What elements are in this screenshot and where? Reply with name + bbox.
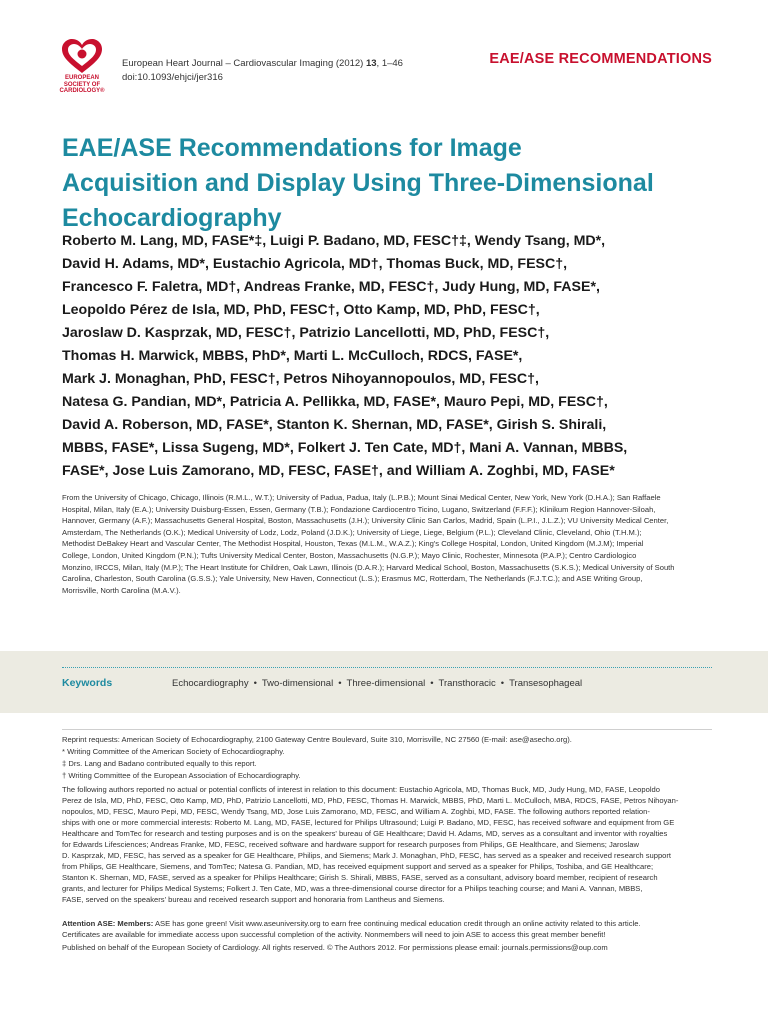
keyword-separator: • [430, 678, 434, 689]
footnote-eae: † Writing Committee of the European Association of Echocardiography. [62, 771, 301, 780]
footnote-ase: * Writing Committee of the American Society of Echocardiography. [62, 747, 285, 756]
author-line: FASE*, Jose Luis Zamorano, MD, FESC, FASE†, and William A. Zoghbi, MD, FASE* [62, 463, 615, 479]
author-line: MBBS, FASE*, Lissa Sugeng, MD*, Folkert J. Ten Cate, MD†, Mani A. Vannan, MBBS, [62, 440, 628, 456]
footnote-divider [62, 729, 712, 730]
dotted-divider [62, 667, 712, 668]
author-line: Mark J. Monaghan, PhD, FESC†, Petros Nihoyannopoulos, MD, FESC†, [62, 371, 539, 387]
keyword-separator: • [253, 678, 257, 689]
keyword: Transthoracic [438, 678, 496, 689]
attention-note: Attention ASE: Members: ASE has gone green! Visit www.aseuniversity.org to earn free continuing medical education credit through an online activity related to this article. Certificates are available for immediate access upon successful completion of the activity. Nonmembers will need to join ASE to access this great member benefit! [62, 919, 641, 939]
author-line: David A. Roberson, MD, FASE*, Stanton K. Shernan, MD, FASE*, Girish S. Shirali, [62, 417, 607, 433]
logo-text: EUROPEAN SOCIETY OF CARDIOLOGY® [59, 75, 105, 94]
keywords-list [172, 678, 582, 689]
keyword: Echocardiography [172, 678, 249, 689]
doi: doi:10.1093/ehjci/jer316 [122, 72, 223, 83]
keyword-separator: • [338, 678, 342, 689]
footnote-equal: ‡ Drs. Lang and Badano contributed equally to this report. [62, 759, 257, 768]
journal-volume: 13 [365, 58, 377, 69]
article-title: EAE/ASE Recommendations for Image Acquisition and Display Using Three-Dimensional Echocardiography [62, 134, 654, 232]
author-line: Francesco F. Faletra, MD†, Andreas Franke, MD, FESC†, Judy Hung, MD, FASE*, [62, 279, 600, 295]
attention-label: Attention ASE: Members: [62, 919, 154, 928]
author-line: David H. Adams, MD*, Eustachio Agricola, MD†, Thomas Buck, MD, FESC†, [62, 256, 568, 272]
keyword-separator: • [500, 678, 505, 689]
keywords-box [0, 651, 768, 713]
keyword: Three-dimensional [346, 678, 426, 689]
journal-citation [122, 57, 403, 85]
keywords-label: Keywords [62, 677, 113, 689]
author-line: Jaroslaw D. Kasprzak, MD, FESC†, Patrizio Lancellotti, MD, PhD, FESC†, [62, 325, 550, 341]
author-line: Natesa G. Pandian, MD*, Patricia A. Pellikka, MD, FASE*, Mauro Pepi, MD, FESC†, [62, 394, 608, 410]
conflict-disclosure: The following authors reported no actual or potential conflicts of interest in relation to this document: Eustachio Agricola, MD, Thomas Buck, MD, Judy Hung, MD, FASE, Leopoldo Perez de Isla, MD, PhD, FESC, Otto Kamp, MD, PhD, Patrizio Lancellotti, MD, PhD, FESC, Thomas H. Marwick, MBBS, PhD, Marti L. McCulloch, MBA, RDCS, FASE, Petros Nihoyan- nopoulos, MD, FESC, Mauro Pepi, MD, FESC, Wendy Tsang, MD, Jose Luis Zamorano, MD, FESC, and William A. Zoghbi, MD, FASE. The following authors reported relation- ships with one or more commercial interests: Roberto M. Lang, MD, FASE, lectured for Philips Ultrasound; Luigi P. Badano, MD, FESC, has received software and equipment from GE Healthcare and TomTec for research and testing purposes and is on the speakers' bureau of GE Healthcare; David H. Adams, MD, serves as a consultant and inventor with royalties for Edwards Lifesciences; Andreas Franke, MD, FESC, received software and hardware support for research purposes from Philips, GE Healthcare, and Siemens; Jaroslaw D. Kasprzak, MD, FESC, has served as a speaker for GE Healthcare, Philips, and Siemens; Mark J. Monaghan, PhD, FESC, has served as a speaker and received research support from Philips, GE Healthcare, Siemens, and TomTec; Natesa G. Pandian, MD, has received equipment support and served as a speaker for Philips, Toshiba, and GE Healthcare; Stanton K. Shernan, MD, FASE, served as a speaker for Philips Healthcare; Girish S. Shirali, MBBS, FASE, served as a consultant, advisory board member, recipient of research grants, and lecturer for Philips Medical Systems; Folkert J. Ten Cate, MD, was a three-dimensional course director for a Philips teaching course; and Mani A. Vannan, MBBS, FASE, served on the speakers' bureau and received research support and honoraria from Lantheus and Siemens. [62, 785, 679, 904]
author-line: Leopoldo Pérez de Isla, MD, PhD, FESC†, Otto Kamp, MD, PhD, FESC†, [62, 302, 540, 318]
journal-pages: , 1–46 [376, 58, 403, 69]
heart-logo-icon [57, 37, 107, 77]
author-line: Roberto M. Lang, MD, FASE*‡, Luigi P. Badano, MD, FESC†‡, Wendy Tsang, MD*, [62, 233, 606, 249]
author-line: Thomas H. Marwick, MBBS, PhD*, Marti L. McCulloch, RDCS, FASE*, [62, 348, 523, 364]
author-list [62, 230, 722, 483]
keyword: Two-dimensional [261, 678, 334, 689]
keyword: Transesophageal [509, 678, 583, 689]
reprint-request: Reprint requests: American Society of Echocardiography, 2100 Gateway Centre Boulevard, Suite 310, Morrisville, NC 27560 (E-mail: ase@asecho.org). [62, 735, 572, 744]
esc-logo [57, 37, 107, 107]
journal-name: European Heart Journal – Cardiovascular Imaging (2012) [122, 58, 364, 69]
publication-note: Published on behalf of the European Society of Cardiology. All rights reserved. © The Authors 2012. For permissions please email: journals.permissions@oup.com [62, 943, 608, 952]
affiliations: From the University of Chicago, Chicago, Illinois (R.M.L., W.T.); University of Padua, Padua, Italy (L.P.B.); Mount Sinai Medical Center, New York, New York (D.H.A.); San Raffaele Hospital, Milan, Italy (E.A.); University Duisburg-Essen, Essen, Germany (T.B.); Fondazione Cardiocentro Ticino, Lugano, Switzerland (F.F.F.); Klinikum Region Hannover-Siloah, Hannover, Germany (A.F.); Massachusetts General Hospital, Boston, Massachusetts (J.H.); University Clinic San Carlos, Madrid, Spain (L.P.I., J.L.Z.); VU University Medical Center, Amsterdam, The Netherlands (O.K.); Medical University of Lodz, Lodz, Poland (J.D.K.); University of Liege, Liege, Belgium (P.L.); Cleveland Clinic, Cleveland, Ohio (T.H.M.); Methodist DeBakey Heart and Vascular Center, The Methodist Hospital, Houston, Texas (M.L.M., W.A.Z.); King's College Hospital, London, United Kingdom (M.J.M); Imperial College, London, United Kingdom (P.N.); Tufts University Medical Center, Boston, Massachusetts (N.G.P.); Mayo Clinic, Rochester, Minnesota (P.A.P.); Centro Cardiologico Monzino, IRCCS, Milan, Italy (M.P.); The Heart Institute for Children, Oak Lawn, Illinois (D.A.R.); Harvard Medical School, Boston, Massachusetts (S.K.S.); Medical University of South Carolina, Charleston, South Carolina (G.S.S.); Yale University, New Haven, Connecticut (L.S.); Erasmus MC, Rotterdam, The Netherlands (F.J.T.C.); and ASE Writing Group, Morrisville, North Carolina (M.A.V.). [62, 493, 675, 595]
section-label: EAE/ASE RECOMMENDATIONS [489, 51, 712, 67]
